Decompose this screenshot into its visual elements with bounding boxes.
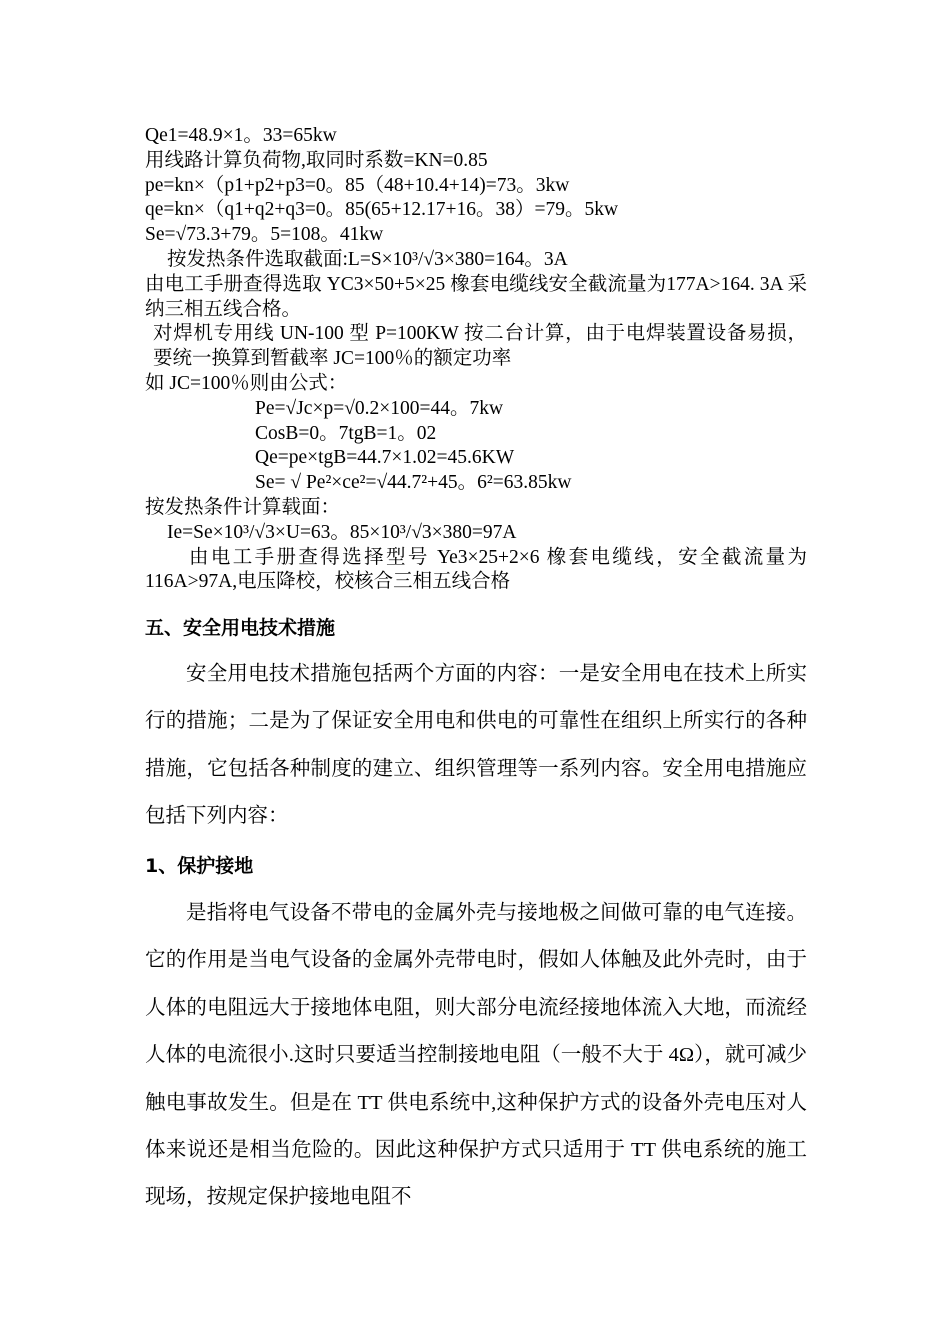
formula-line: Ie=Se×10³/√3×U=63。85×10³/√3×380=97A [167,521,517,543]
section-paragraph: 安全用电技术措施包括两个方面的内容：一是安全用电在技术上所实行的措施；二是为了保证安全用电和供电的可靠性在组织上所实行的各种措施，它包括各种制度的建立、组织管理等一系列内容。安全用电措施应包括下列内容： [145,663,807,828]
calc-paragraph: 对焊机专用线 UN-100 型 P=100KW 按二台计算，由于电焊装置设备易损，要统一换算到暂截率 JC=100％的额定功率 [153,323,807,370]
formula-line: CosB=0。7tgB=1。02 [255,422,437,444]
formula-line: Qe=pe×tgB=44.7×1.02=45.6KW [255,447,515,469]
calculation-block [145,124,807,595]
subsection-heading: 1、保护接地 [145,855,254,877]
formula-line: Pe=√Jc×p=√0.2×100=44。7kw [255,397,504,419]
calc-line: 按发热条件选取截面:L=S×10³/√3×380=164。3A [167,248,568,270]
calc-line: 用线路计算负荷物,取同时系数=KN=0.85 [145,149,488,171]
formula-line: Se= √ Pe²×ce²=√44.7²+45。6²=63.85kw [255,472,572,494]
section-heading: 五、安全用电技术措施 [145,617,336,639]
calc-line: Qe1=48.9×1。33=65kw [145,125,337,146]
calc-line: pe=kn×（p1+p2+p3=0。85（48+10.4+14)=73。3kw [145,174,570,196]
calc-line: qe=kn×（q1+q2+q3=0。85(65+12.17+16。38）=79。5kw [145,199,619,221]
calc-line: Se=√73.3+79。5=108。41kw [145,224,384,246]
subsection-paragraph: 是指将电气设备不带电的金属外壳与接地极之间做可靠的电气连接。它的作用是当电气设备的金属外壳带电时，假如人体触及此外壳时，由于人体的电阻远大于接地体电阻，则大部分电流经接地体流入大地，而流经人体的电流很小.这时只要适当控制接地电阻（一般不大于 4Ω），就可减少触电事故发生。但是在 TT 供电系统中,这种保护方式的设备外壳电压对人体来说还是相当危险的。因此这种保护方式只适用于 TT 供电系统的施工现场，按规定保护接地电阻不 [145,902,807,1209]
calc-line: 如 JC=100％则由公式： [145,372,348,394]
calc-line: 按发热条件计算载面： [145,496,341,518]
calc-paragraph: 由电工手册查得选取 YC3×50+5×25 橡套电缆线安全截流量为177A>164. 3A 采纳三相五线合格。 [145,273,807,320]
calc-paragraph: 由电工手册查得选择型号 Ye3×25+2×6 橡套电缆线，安全截流量为 116A>97A,电压降校，校核合三相五线合格 [145,546,807,593]
